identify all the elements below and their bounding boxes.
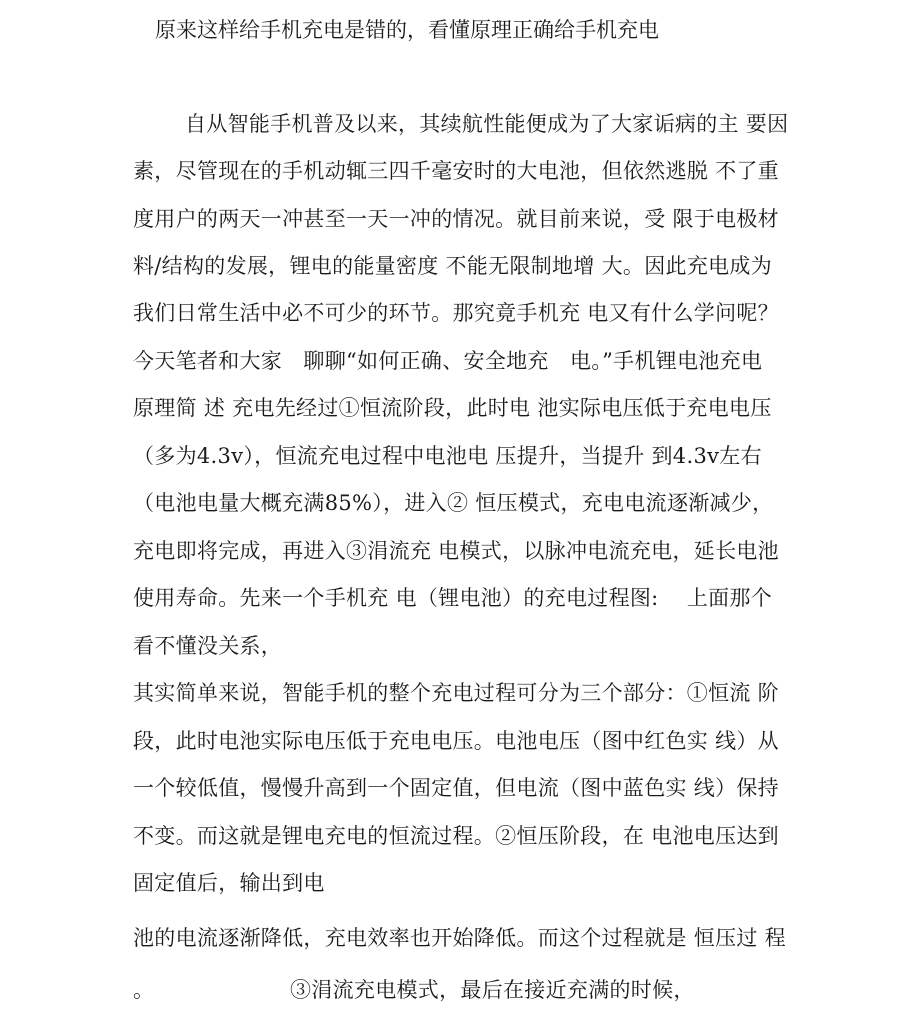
body-line: （电池电量大概充满85%），进入② 恒压模式，充电电流逐渐减少， bbox=[133, 491, 774, 515]
body-line: 看不懂没关系， bbox=[133, 634, 283, 658]
body-line: 我们日常生活中必不可少的环节。那究竟手机充 电又有什么学问呢？ bbox=[133, 301, 779, 325]
body-line: 一个较低值，慢慢升高到一个固定值，但电流（图中蓝色实 线）保持 bbox=[133, 776, 779, 800]
body-line: 原理简 述 充电先经过①恒流阶段，此时电 池实际电压低于充电电压 bbox=[133, 396, 772, 420]
body-line: 固定值后，输出到电 bbox=[133, 871, 325, 895]
body-line: 度用户的两天一冲甚至一天一冲的情况。就目前来说，受 限于电极材 bbox=[133, 207, 779, 231]
body-line: 使用寿命。先来一个手机充 电（锂电池）的充电过程图: 上面那个 bbox=[133, 586, 773, 610]
body-line: 段，此时电池实际电压低于充电电压。电池电压（图中红色实 线）从 bbox=[133, 729, 779, 753]
body-line: （多为4.3v），恒流充电过程中电池电 压提升，当提升 到4.3v左右 bbox=[133, 444, 762, 468]
body-line: 不变。而这就是锂电充电的恒流过程。②恒压阶段，在 电池电压达到 bbox=[133, 824, 779, 848]
body-line: 料/结构的发展，锂电的能量密度 不能无限制地增 大。因此充电成为 bbox=[133, 254, 773, 278]
body-line: 池的电流逐渐降低，充电效率也开始降低。而这个过程就是 恒压过 程 bbox=[133, 926, 786, 950]
body-line: 素，尽管现在的手机动辄三四千毫安时的大电池，但依然逃脱 不了重 bbox=[133, 159, 779, 183]
body-line: 今天笔者和大家 聊聊“如何正确、安全地充 电。”手机锂电池充电 bbox=[133, 349, 763, 373]
document-title: 原来这样给手机充电是错的，看懂原理正确给手机充电 bbox=[155, 18, 659, 42]
body-line: 其实简单来说，智能手机的整个充电过程可分为三个部分：①恒流 阶 bbox=[133, 681, 779, 705]
body-line: ③涓流充电模式，最后在接近充满的时候， bbox=[290, 978, 695, 1002]
body-line: 。 bbox=[133, 978, 155, 1002]
body-line: 充电即将完成，再进入③涓流充 电模式，以脉冲电流充电，延长电池 bbox=[133, 539, 779, 563]
body-line: 自从智能手机普及以来，其续航性能便成为了大家诟病的主 要因 bbox=[185, 112, 789, 136]
